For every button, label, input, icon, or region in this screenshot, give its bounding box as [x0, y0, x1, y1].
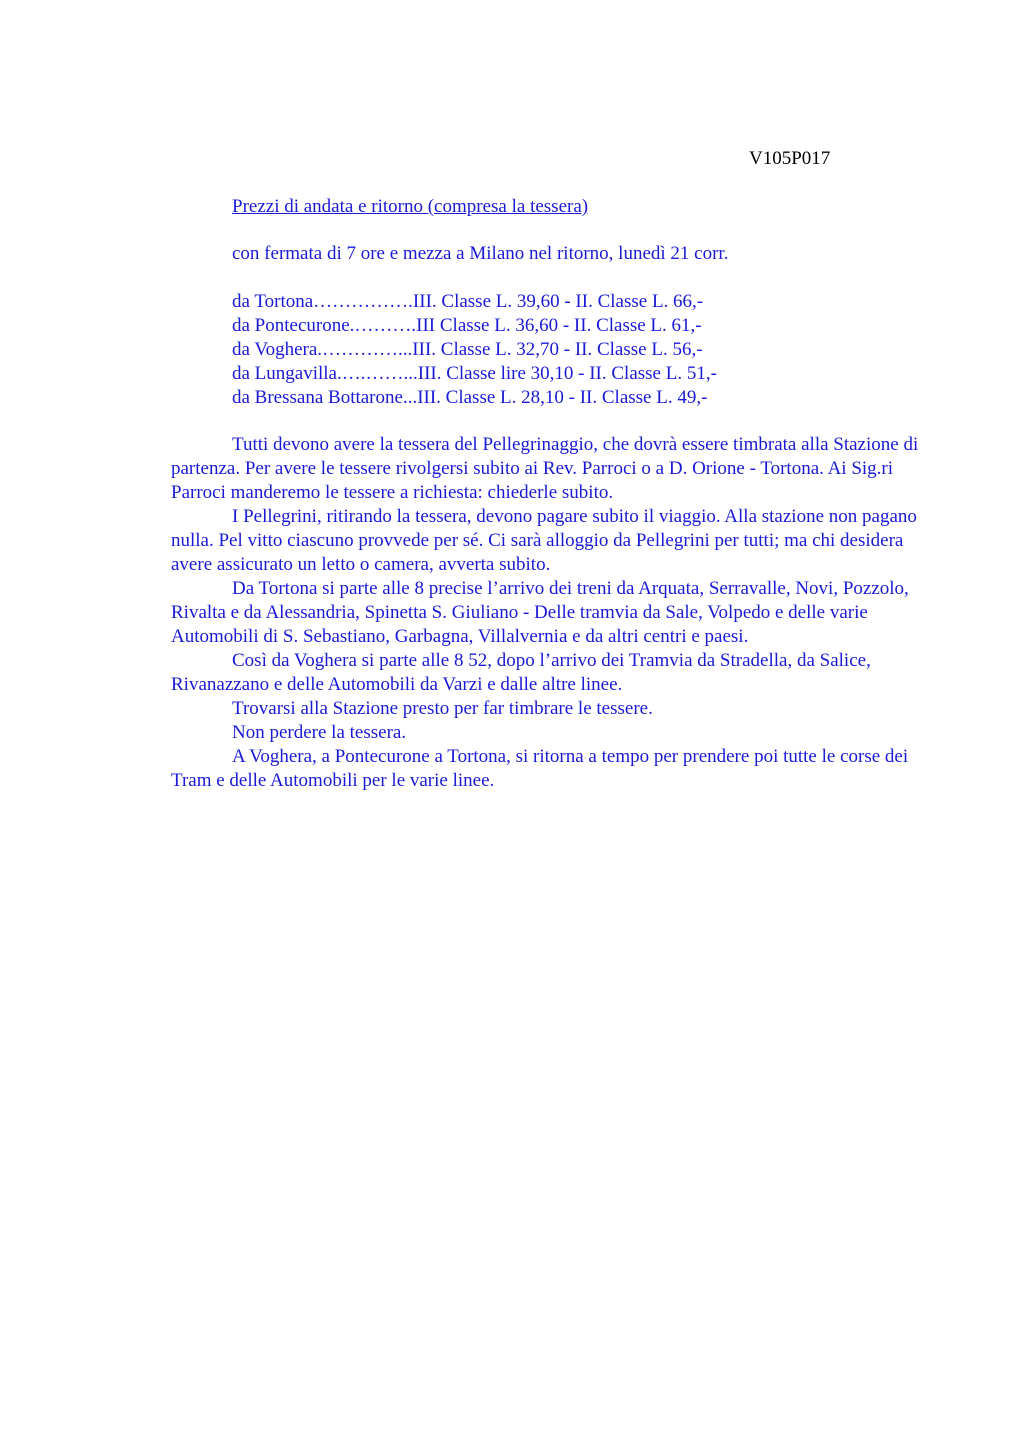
page-code: V105P017	[749, 148, 831, 169]
fare-line: da Bressana Bottarone...III. Classe L. 28,10 - II. Classe L. 49,-	[232, 387, 708, 408]
paragraph: Tutti devono avere la tessera del Pellegrinaggio, che dovrà essere timbrata alla Stazione di partenza. Per avere le tessere rivolgersi subito ai Rev. Parroci o a D. Orione - Tortona. Ai Sig.ri Parroci manderemo le tessere a richiesta: chiederle subito.	[171, 434, 919, 503]
fare-list	[232, 290, 717, 410]
document-subtitle: con fermata di 7 ore e mezza a Milano nel ritorno, lunedì 21 corr.	[232, 243, 729, 264]
fare-line: da Pontecurone.……….III Classe L. 36,60 - II. Classe L. 61,-	[232, 315, 702, 336]
document-heading: Prezzi di andata e ritorno (compresa la tessera)	[232, 196, 589, 217]
fare-line: da Voghera.…………...III. Classe L. 32,70 - II. Classe L. 56,-	[232, 339, 703, 360]
paragraph: Trovarsi alla Stazione presto per far timbrare le tessere.	[232, 698, 653, 719]
paragraph: Non perdere la tessera.	[232, 722, 407, 743]
paragraph: I Pellegrini, ritirando la tessera, devono pagare subito il viaggio. Alla stazione non pagano nulla. Pel vitto ciascuno provvede per sé. Ci sarà alloggio da Pellegrini per tutti; ma chi desidera avere assicurato un letto o camera, avverta subito.	[171, 506, 917, 575]
paragraph: Così da Voghera si parte alle 8 52, dopo l’arrivo dei Tramvia da Stradella, da Salice, Rivanazzano e delle Automobili da Varzi e dalle altre linee.	[171, 650, 871, 695]
fare-line: da Tortona…………….III. Classe L. 39,60 - II. Classe L. 66,-	[232, 291, 704, 312]
paragraph: Da Tortona si parte alle 8 precise l’arrivo dei treni da Arquata, Serravalle, Novi, Pozzolo, Rivalta e da Alessandria, Spinetta S. Giuliano - Delle tramvia da Sale, Volpedo e delle varie Automobili di S. Sebastiano, Garbagna, Villalvernia e da altri centri e paesi.	[171, 578, 909, 647]
fare-line: da Lungavilla.….……...III. Classe lire 30,10 - II. Classe L. 51,-	[232, 363, 717, 384]
paragraph: A Voghera, a Pontecurone a Tortona, si ritorna a tempo per prendere poi tutte le corse dei Tram e delle Automobili per le varie linee.	[171, 746, 909, 791]
body-text	[171, 433, 923, 793]
